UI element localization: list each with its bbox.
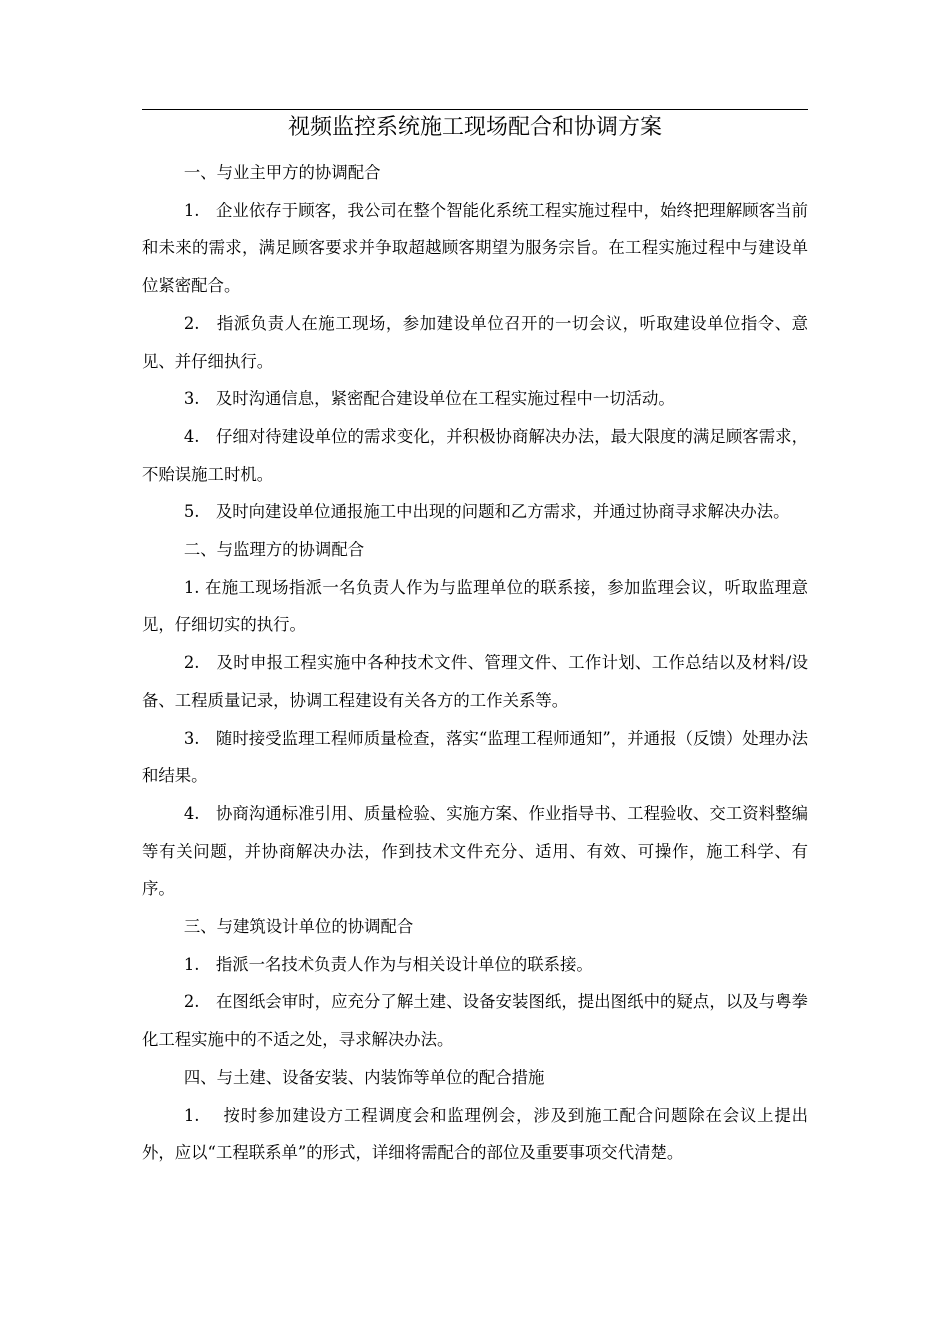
paragraph: 5. 及时向建设单位通报施工中出现的问题和乙方需求，并通过协商寻求解决办法。 xyxy=(183,502,790,522)
document-body xyxy=(142,154,808,1172)
section-heading-2: 二、与监理方的协调配合 xyxy=(183,540,365,560)
paragraph: 1. 企业依存于顾客，我公司在整个智能化系统工程实施过程中，始终把理解顾客当前和未来的需求，满足顾客要求并争取超越顾客期望为服务宗旨。在工程实施过程中与建设单位紧密配合。 xyxy=(142,200,808,296)
section-heading-3: 三、与建筑设计单位的协调配合 xyxy=(183,917,414,937)
paragraph: 2. 及时申报工程实施中各种技术文件、管理文件、工作计划、工作总结以及材料/设备、工程质量记录，协调工程建设有关各方的工作关系等。 xyxy=(142,653,808,710)
paragraph: 2. 指派负责人在施工现场，参加建设单位召开的一切会议，听取建设单位指令、意见、并仔细执行。 xyxy=(142,313,808,371)
paragraph: 1. 在施工现场指派一名负责人作为与监理单位的联系接，参加监理会议，听取监理意见，仔细切实的执行。 xyxy=(142,577,808,635)
paragraph: 1. 指派一名技术负责人作为与相关设计单位的联系接。 xyxy=(183,954,593,974)
paragraph: 3. 随时接受监理工程师质量检查，落实“监理工程师通知”，并通报（反馈）处理办法和结果。 xyxy=(142,728,808,786)
paragraph: 4. 协商沟通标准引用、质量检验、实施方案、作业指导书、工程验收、交工资料整编等有关问题，并协商解决办法，作到技术文件充分、适用、有效、可操作，施工科学、有序。 xyxy=(142,803,808,899)
paragraph: 1. 按时参加建设方工程调度会和监理例会，涉及到施工配合问题除在会议上提出外，应以“工程联系单”的形式，详细将需配合的部位及重要事项交代清楚。 xyxy=(142,1105,808,1163)
document-title: 视频监控系统施工现场配合和协调方案 xyxy=(287,115,662,140)
paragraph: 2. 在图纸会审时，应充分了解土建、设备安装图纸，提出图纸中的疑点，以及与粤拳化工程实施中的不适之处，寻求解决办法。 xyxy=(142,992,808,1050)
section-heading-4: 四、与土建、设备安装、内装饰等单位的配合措施 xyxy=(183,1067,545,1087)
header-rule xyxy=(142,109,808,110)
section-heading-1: 一、与业主甲方的协调配合 xyxy=(183,163,381,182)
paragraph: 3. 及时沟通信息，紧密配合建设单位在工程实施过程中一切活动。 xyxy=(183,389,675,409)
paragraph: 4. 仔细对待建设单位的需求变化，并积极协商解决办法，最大限度的满足顾客需求，不贻误施工时机。 xyxy=(142,426,808,484)
